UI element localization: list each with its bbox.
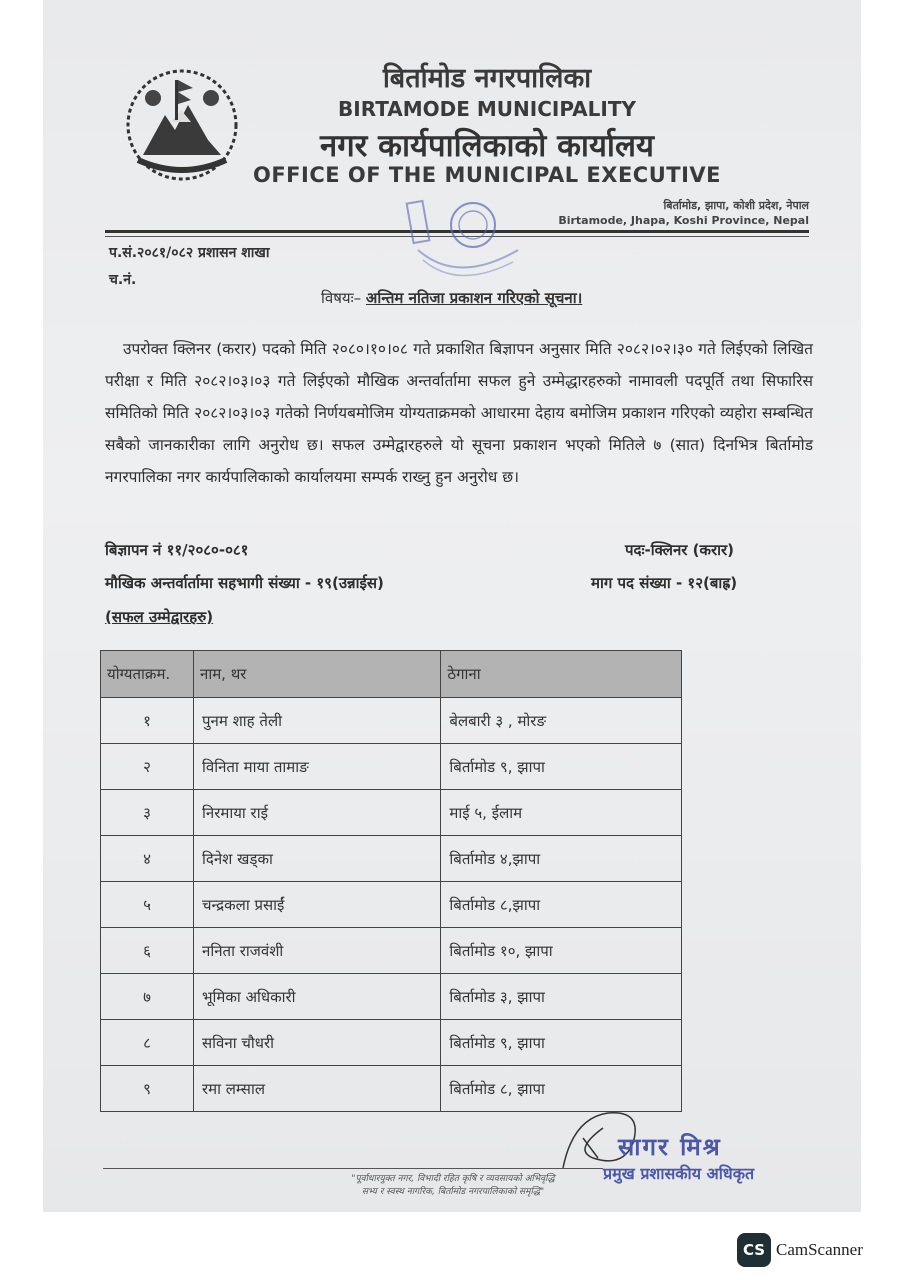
cell-rank: ९ <box>101 1066 194 1112</box>
post-name: पदः-क्लिनर (करार) <box>625 541 735 559</box>
cell-name: ननिता राजवंशी <box>194 928 441 974</box>
demand-posts: माग पद संख्या - १२(बाह्र) <box>591 574 738 592</box>
cell-address: बेलबारी ३ , मोरङ <box>441 698 682 744</box>
column-header-rank: योग्यताक्रम. <box>101 651 194 698</box>
cell-name: भूमिका अधिकारी <box>194 974 441 1020</box>
cell-address: बिर्तामोड ८, झापा <box>441 1066 682 1112</box>
table-row <box>101 928 682 974</box>
cell-name: दिनेश खड्का <box>194 836 441 882</box>
column-header-name: नाम, थर <box>194 651 441 698</box>
cell-rank: ६ <box>101 928 194 974</box>
cell-name: पुनम शाह तेली <box>194 698 441 744</box>
municipality-name-np: बिर्तामोड नगरपालिका <box>382 63 592 94</box>
municipality-name-en: BIRTAMODE MUNICIPALITY <box>338 97 636 121</box>
subject-label: विषयः– <box>321 289 362 307</box>
address-en: Birtamode, Jhapa, Koshi Province, Nepal <box>558 214 809 227</box>
dispatch-number: च.नं. <box>109 272 137 288</box>
table-row <box>101 790 682 836</box>
cell-name: रमा लम्साल <box>194 1066 441 1112</box>
footer-divider <box>103 1168 603 1169</box>
cell-rank: १ <box>101 698 194 744</box>
table-row <box>101 974 682 1020</box>
cell-rank: २ <box>101 744 194 790</box>
column-header-address: ठेगाना <box>441 651 682 698</box>
cell-address: बिर्तामोड ९, झापा <box>441 744 682 790</box>
camscanner-label: CamScanner <box>776 1240 863 1259</box>
office-name-np: नगर कार्यपालिकाको कार्यालय <box>320 128 654 164</box>
cell-address: माई ५, ईलाम <box>441 790 682 836</box>
results-table <box>100 650 682 1112</box>
footer-line-2: सभ्य र स्वस्थ नागरिक, बिर्तामोड नगरपालिकाको समृद्धि" <box>361 1187 545 1197</box>
signatory-title: प्रमुख प्रशासकीय अधिकृत <box>603 1164 755 1183</box>
cell-rank: ८ <box>101 1020 194 1066</box>
address-np: बिर्तामोड, झापा, कोशी प्रदेश, नेपाल <box>663 199 809 212</box>
cell-address: बिर्तामोड ९, झापा <box>441 1020 682 1066</box>
cell-rank: ७ <box>101 974 194 1020</box>
interview-participants: मौखिक अन्तर्वार्तामा सहभागी संख्या - १९(उन्नाईस) <box>105 574 384 592</box>
document-page <box>43 0 861 1212</box>
successful-heading: (सफल उम्मेद्वारहरु) <box>105 608 214 626</box>
office-name-en: OFFICE OF THE MUNICIPAL EXECUTIVE <box>252 163 722 187</box>
table-row <box>101 882 682 928</box>
cell-name: सविना चौधरी <box>194 1020 441 1066</box>
advertisement-number: बिज्ञापन नं ११/२०८०-०८१ <box>105 541 249 559</box>
address-block <box>558 198 809 228</box>
reference-number: प.सं.२०८१/०८२ प्रशासन शाखा <box>109 245 270 261</box>
table-header-row <box>101 651 682 698</box>
table-row <box>101 1020 682 1066</box>
footer-slogan <box>293 1173 613 1199</box>
office-stamp-icon <box>398 190 528 290</box>
camscanner-logo-icon: CS <box>737 1233 771 1267</box>
cell-address: बिर्तामोड ३, झापा <box>441 974 682 1020</box>
subject-text: अन्तिम नतिजा प्रकाशन गरिएको सूचना। <box>365 289 583 307</box>
table-row <box>101 744 682 790</box>
cell-name: विनिता माया तामाङ <box>194 744 441 790</box>
signatory-name: सागर मिश्र <box>618 1133 722 1161</box>
cell-rank: ४ <box>101 836 194 882</box>
subject-line <box>321 288 582 308</box>
table-row <box>101 698 682 744</box>
cell-address: बिर्तामोड १०, झापा <box>441 928 682 974</box>
cell-rank: ५ <box>101 882 194 928</box>
footer-line-1: "पूर्वाधारयुक्त नगर, विभादी रहित कृषि र व्यवसायको अभिवृद्धि <box>351 1174 555 1184</box>
cell-address: बिर्तामोड ८,झापा <box>441 882 682 928</box>
notice-body: उपरोक्त क्लिनर (करार) पदको मिति २०८०।१०।०८ गते प्रकाशित बिज्ञापन अनुसार मिति २०८२।०२।३० गते लिईएको लिखित परीक्षा र मिति २०८२।०३।०३ गते लिईएको मौखिक अन्तर्वार्तामा सफल हुने उम्मेद्धारहरुको नामावली पदपूर्ति तथा सिफारिस समितिको मिति २०८२।०३।०३ गतेको निर्णयबमोजिम योग्यताक्रमको आधारमा देहाय बमोजिम प्रकाशन गरिएको व्यहोरा सम्बन्धित सबैको जानकारीका लागि अनुरोध छ। सफल उम्मेद्वारहरुले यो सूचना प्रकाशन भएको मितिले ७ (सात) दिनभित्र बिर्तामोड नगरपालिका नगर कार्यपालिकाको कार्यालयमा सम्पर्क राख्नु हुन अनुरोध छ। <box>105 340 813 486</box>
table-row <box>101 836 682 882</box>
cell-address: बिर्तामोड ४,झापा <box>441 836 682 882</box>
cell-rank: ३ <box>101 790 194 836</box>
cell-name: चन्द्रकला प्रसाईं <box>194 882 441 928</box>
cell-name: निरमाया राई <box>194 790 441 836</box>
